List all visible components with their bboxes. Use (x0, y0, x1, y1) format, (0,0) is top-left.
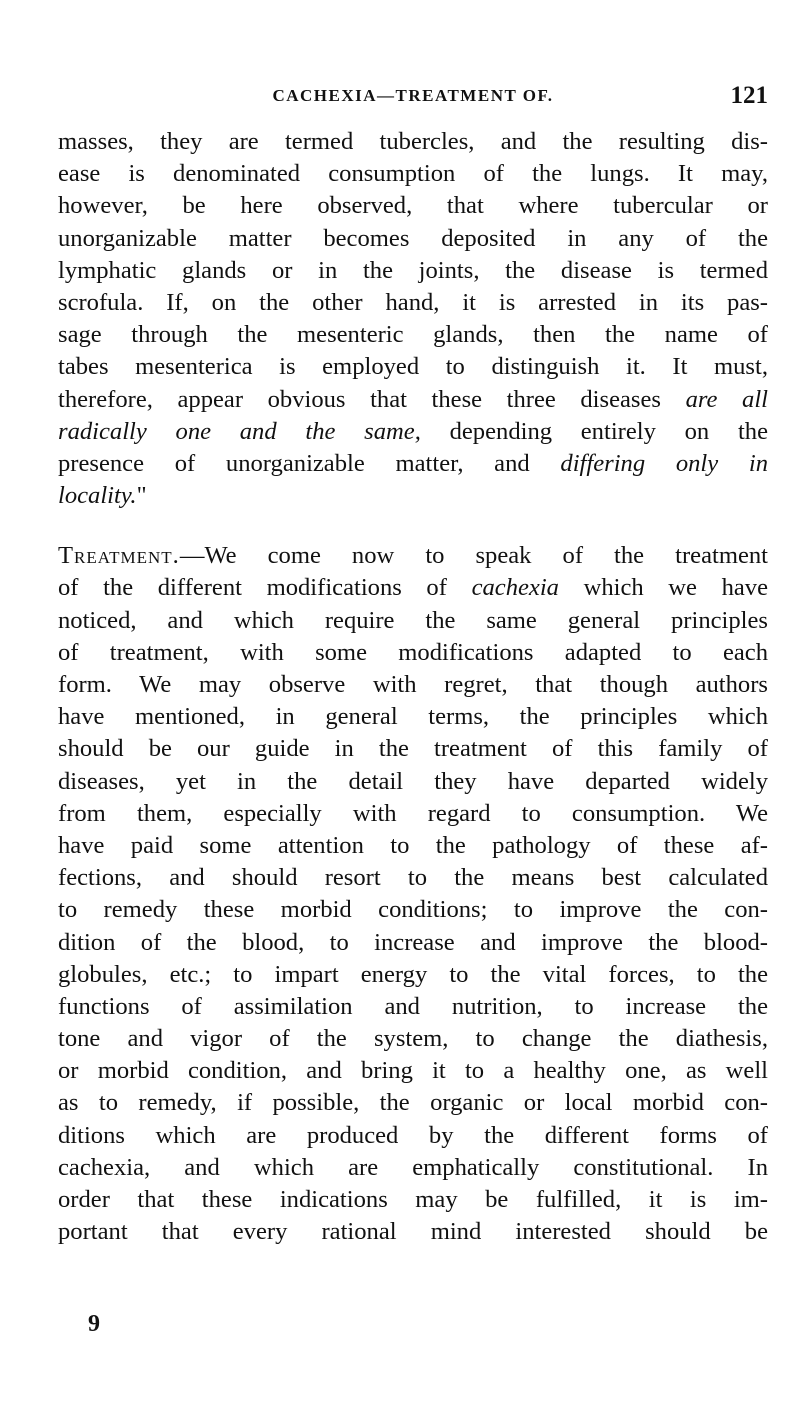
running-head (58, 82, 768, 116)
text-line: ease is denominated consumption of the lungs. It may, (58, 160, 768, 188)
text-line: form. We may observe with regret, that though authors (58, 671, 768, 698)
section-lead: Treatment. (58, 542, 180, 570)
italic-phrase: are all (685, 385, 768, 413)
text-line: masses, they are termed tubercles, and the resulting dis- (58, 128, 768, 155)
text-line (58, 384, 768, 416)
text-line: dition of the blood, to increase and improve the blood- (58, 928, 768, 956)
text-line: to remedy these morbid conditions; to improve the con- (58, 896, 768, 924)
italic-phrase: locality. (58, 482, 137, 510)
text-line: ditions which are produced by the different forms of (58, 1121, 768, 1149)
text-line (58, 416, 768, 448)
text-line: have mentioned, in general terms, the principles which (58, 703, 768, 731)
page-number: 121 (730, 82, 768, 109)
text-line: tabes mesenterica is employed to distinguish it. It must, (58, 353, 768, 381)
text-line: noticed, and which require the same general principles (58, 606, 768, 634)
text-segment: presence of unorganizable matter, and (58, 449, 530, 477)
text-line: globules, etc.; to impart energy to the vital forces, to the (58, 960, 768, 988)
text-line: have paid some attention to the pathology of these af- (58, 831, 768, 859)
text-line: from them, especially with regard to consumption. We (58, 799, 768, 827)
italic-phrase: radically one and the same, (58, 417, 421, 445)
text-line: as to remedy, if possible, the organic or local morbid con- (58, 1089, 768, 1117)
text-line: sage through the mesenteric glands, then the name of (58, 321, 768, 349)
text-line: or morbid condition, and bring it to a healthy one, as well (58, 1057, 768, 1085)
italic-phrase: differing only in (560, 449, 769, 477)
text-line: however, be here observed, that where tubercular or (58, 192, 768, 220)
paragraph-gap (58, 512, 768, 540)
italic-phrase: cachexia (471, 574, 559, 602)
text-line: portant that every rational mind interested should be (58, 1218, 768, 1246)
text-line: lymphatic glands or in the joints, the disease is termed (58, 256, 768, 284)
text-line (58, 572, 768, 604)
body-text (58, 126, 768, 1248)
text-line: tone and vigor of the system, to change the diathesis, (58, 1025, 768, 1053)
running-title: CACHEXIA—TREATMENT OF. (272, 86, 554, 105)
text-line: should be our guide in the treatment of this family of (58, 735, 768, 763)
text-line: scrofula. If, on the other hand, it is arrested in its pas- (58, 288, 768, 316)
paragraph-1 (58, 126, 768, 512)
text-line: fections, and should resort to the means best calculated (58, 864, 768, 892)
closing-quote: " (136, 482, 147, 510)
text-line: functions of assimilation and nutrition, to increase the (58, 992, 768, 1020)
text-line: diseases, yet in the detail they have departed widely (58, 767, 768, 795)
text-segment: of the different modifications of (58, 574, 447, 602)
text-line (58, 540, 768, 572)
text-segment: therefore, appear obvious that these three diseases (58, 385, 661, 413)
paragraph-2 (58, 540, 768, 1248)
signature-mark: 9 (88, 1311, 100, 1337)
text-segment: which we have (583, 574, 769, 602)
text-line (58, 448, 768, 480)
text-segment: —We come now to speak of the treatment (179, 542, 768, 570)
text-line: unorganizable matter becomes deposited in any of the (58, 224, 768, 252)
text-line: cachexia, and which are emphatically constitutional. In (58, 1153, 768, 1181)
text-line (58, 480, 768, 512)
text-segment: depending entirely on the (449, 417, 768, 445)
text-line: order that these indications may be fulfilled, it is im- (58, 1186, 768, 1213)
text-line: of treatment, with some modifications adapted to each (58, 638, 768, 666)
